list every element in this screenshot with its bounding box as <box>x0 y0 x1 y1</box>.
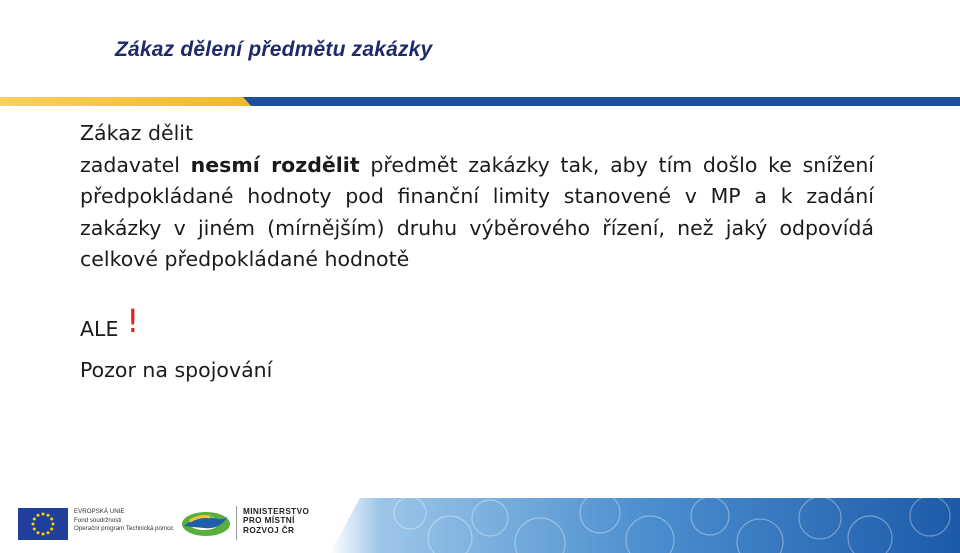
rule-text-bold: nesmí rozdělit <box>190 152 360 177</box>
footer-decorative-band <box>330 498 960 553</box>
rule-text-part1: zadavatel <box>80 152 191 177</box>
eu-text-line: Operační program Technická pomoc <box>74 525 174 533</box>
logo-divider <box>236 506 237 540</box>
rule-text-part2: předmět zakázky tak, aby tím došlo ke snížení předpokládané hodnoty pod finanční limity stanovené v MP a k zadání zakázky v jiném (mírnějším) druhu výběrového řízení, než jaký odpovídá celkové předpokládané hodnotě <box>80 152 875 271</box>
rule-paragraph <box>80 150 874 276</box>
eu-text-line: EVROPSKÁ UNIE <box>74 508 125 515</box>
mmr-text-line: MINISTERSTVO <box>243 507 310 516</box>
eu-flag-icon <box>18 508 68 540</box>
ale-label: ALE <box>80 316 119 341</box>
mmr-logo-text <box>243 507 309 535</box>
eu-text-line: Fond soudržnosti <box>74 516 122 524</box>
slide-content <box>80 118 874 387</box>
ale-line <box>80 301 874 346</box>
eu-logo-text <box>74 508 174 534</box>
mmr-logo-icon <box>180 506 232 540</box>
pozor-text: Pozor na spojování <box>80 358 273 382</box>
exclamation-mark: ! <box>126 301 140 340</box>
mmr-text-line: PRO MÍSTNÍ <box>243 516 295 526</box>
mmr-text-line: ROZVOJ ČR <box>243 525 295 535</box>
slide-title: Zákaz dělení předmětu zakázky <box>115 38 433 61</box>
section-heading: Zákaz dělit <box>80 121 194 145</box>
title-divider-bar <box>0 97 960 106</box>
